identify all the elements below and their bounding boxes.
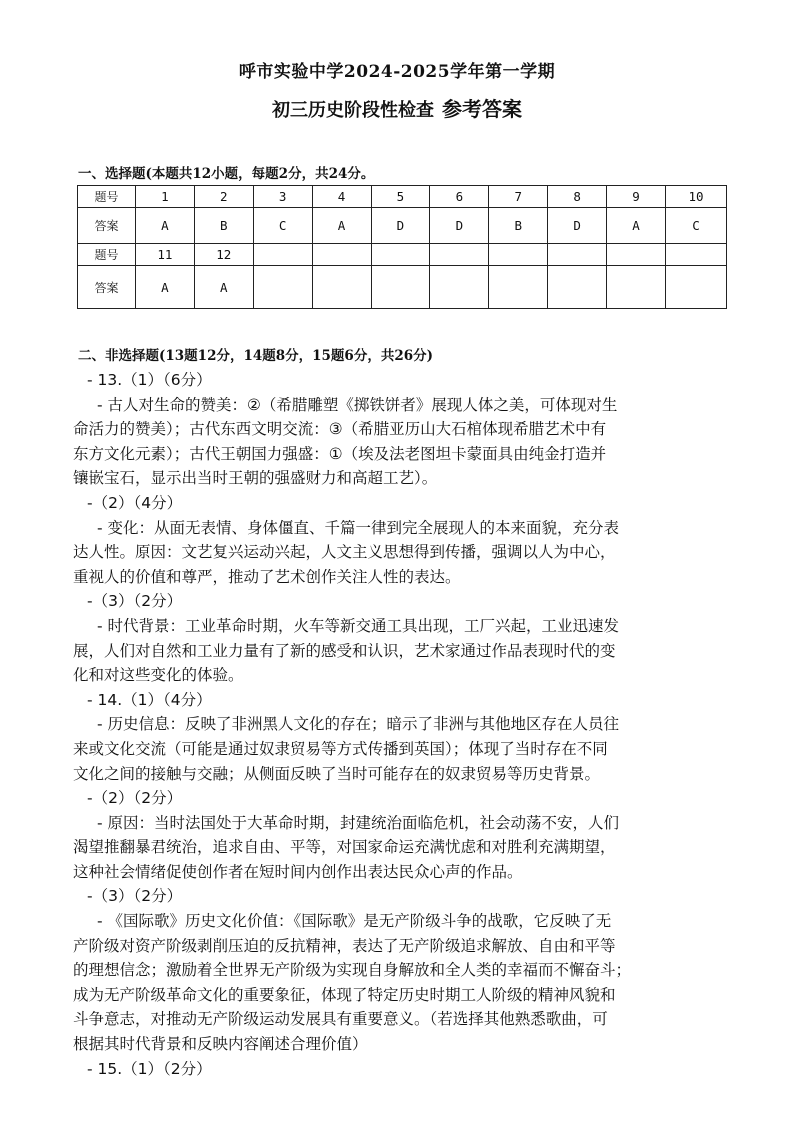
table-row (78, 244, 727, 266)
answer-cell (371, 266, 430, 309)
answer-line: - 《国际歌》历史文化价值：《国际歌》是无产阶级斗争的战歌，它反映了无 (97, 912, 612, 931)
answer-cell (253, 266, 312, 309)
answer-line: 的理想信念；激励着全世界无产阶级为实现自身解放和全人类的幸福而不懈奋斗； (73, 961, 632, 980)
answer-line: - 变化：从面无表情、身体僵直、千篇一律到完全展现人的本来面貌，充分表 (97, 518, 620, 537)
answer-cell: A (607, 208, 666, 244)
section1-heading: 一、选择题(本题共12小题，每题2分，共24分。 (78, 166, 375, 182)
question-number (489, 244, 548, 266)
question-number (607, 244, 666, 266)
question-number (312, 244, 371, 266)
answer-cell (312, 266, 371, 309)
answer-line: 达人性。原因：文艺复兴运动兴起，人文主义思想得到传播，强调以人为中心， (73, 543, 616, 562)
row-label-question: 题号 (78, 244, 136, 266)
answer-cell (548, 266, 607, 309)
subtitle-answer-key: 参考答案 (442, 97, 522, 121)
question-number: 8 (548, 186, 607, 208)
question-number: 5 (371, 186, 430, 208)
answer-line: 化和对这些变化的体验。 (73, 666, 244, 685)
table-row (78, 186, 727, 208)
table-row (78, 208, 727, 244)
section2-heading: 二、非选择题(13题12分，14题8分，15题6分，共26分) (78, 348, 433, 364)
answer-cell: D (371, 208, 430, 244)
answer-line: 展，人们对自然和工业力量有了新的感受和认识，艺术家通过作品表现时代的变 (73, 641, 616, 660)
row-label-question: 题号 (78, 186, 136, 208)
answer-cell: A (135, 208, 194, 244)
answer-line: 来或文化交流（可能是通过奴隶贸易等方式传播到英国）；体现了当时存在不同 (73, 739, 608, 758)
document-title: 呼市实验中学2024-2025学年第一学期 (238, 62, 556, 82)
answer-cell (607, 266, 666, 309)
question-heading: -（2）（2分） (87, 789, 183, 808)
question-number (665, 244, 726, 266)
answer-cell (430, 266, 489, 309)
answer-line: 镶嵌宝石，显示出当时王朝的强盛财力和高超工艺）。 (73, 469, 438, 488)
answer-line: 渴望推翻暴君统治，追求自由、平等，对国家命运充满忧虑和对胜利充满期望， (73, 838, 616, 857)
answer-cell: B (194, 208, 253, 244)
answer-cell: D (430, 208, 489, 244)
answer-line: 命活力的赞美）；古代东西文明交流：③（希腊亚历山大石棺体现希腊艺术中有 (73, 420, 607, 439)
question-number (253, 244, 312, 266)
answer-line: 重视人的价值和尊严，推动了艺术创作关注人性的表达。 (73, 567, 461, 586)
question-number: 1 (135, 186, 194, 208)
answer-line: - 历史信息：反映了非洲黑人文化的存在；暗示了非洲与其他地区存在人员往 (97, 715, 620, 734)
question-heading: -（2）（4分） (87, 493, 183, 512)
answer-cell: C (253, 208, 312, 244)
question-heading: - 14.（1）（4分） (87, 690, 212, 709)
question-number: 11 (135, 244, 194, 266)
question-heading: - 15.（1）（2分） (87, 1059, 212, 1078)
table-row (78, 266, 727, 309)
answer-table (77, 185, 727, 309)
row-label-answer: 答案 (78, 266, 136, 309)
answer-cell: A (194, 266, 253, 309)
subtitle-exam-name: 初三历史阶段性检查 (272, 100, 434, 121)
question-number (371, 244, 430, 266)
question-heading: -（3）（2分） (87, 887, 183, 906)
question-number: 7 (489, 186, 548, 208)
answer-line: 这种社会情绪促使创作者在短时间内创作出表达民众心声的作品。 (73, 862, 523, 881)
answer-cell: B (489, 208, 548, 244)
answer-line: 产阶级对资产阶级剥削压迫的反抗精神，表达了无产阶级追求解放、自由和平等 (73, 936, 616, 955)
question-number: 3 (253, 186, 312, 208)
answer-cell: A (135, 266, 194, 309)
answer-line: 东方文化元素）；古代王朝国力强盛：①（埃及法老图坦卡蒙面具由纯金打造并 (73, 444, 607, 463)
answer-line: - 原因：当时法国处于大革命时期，封建统治面临危机，社会动荡不安，人们 (97, 813, 620, 832)
answer-line: 文化之间的接触与交融；从侧面反映了当时可能存在的奴隶贸易等历史背景。 (73, 764, 601, 783)
answer-cell: D (548, 208, 607, 244)
question-heading: -（3）（2分） (87, 592, 183, 611)
question-number (430, 244, 489, 266)
question-number: 10 (665, 186, 726, 208)
answer-body (73, 368, 723, 1081)
question-number: 9 (607, 186, 666, 208)
question-number: 6 (430, 186, 489, 208)
answer-cell: A (312, 208, 371, 244)
question-heading: - 13.（1）（6分） (87, 371, 212, 389)
row-label-answer: 答案 (78, 208, 136, 244)
question-number (548, 244, 607, 266)
answer-line: 根据其时代背景和反映内容阐述合理价值） (73, 1035, 368, 1054)
document-subtitle (0, 93, 794, 122)
answer-line: 斗争意志，对推动无产阶级运动发展具有重要意义。（若选择其他熟悉歌曲，可 (73, 1010, 608, 1029)
question-number: 12 (194, 244, 253, 266)
answer-cell (489, 266, 548, 309)
answer-cell: C (665, 208, 726, 244)
answer-line: - 时代背景：工业革命时期，火车等新交通工具出现，工厂兴起，工业迅速发 (97, 616, 620, 635)
question-number: 4 (312, 186, 371, 208)
answer-line: - 古人对生命的赞美：②（希腊雕塑《掷铁饼者》展现人体之美，可体现对生 (97, 395, 618, 414)
answer-cell (665, 266, 726, 309)
answer-line: 成为无产阶级革命文化的重要象征，体现了特定历史时期工人阶级的精神风貌和 (73, 985, 616, 1004)
question-number: 2 (194, 186, 253, 208)
